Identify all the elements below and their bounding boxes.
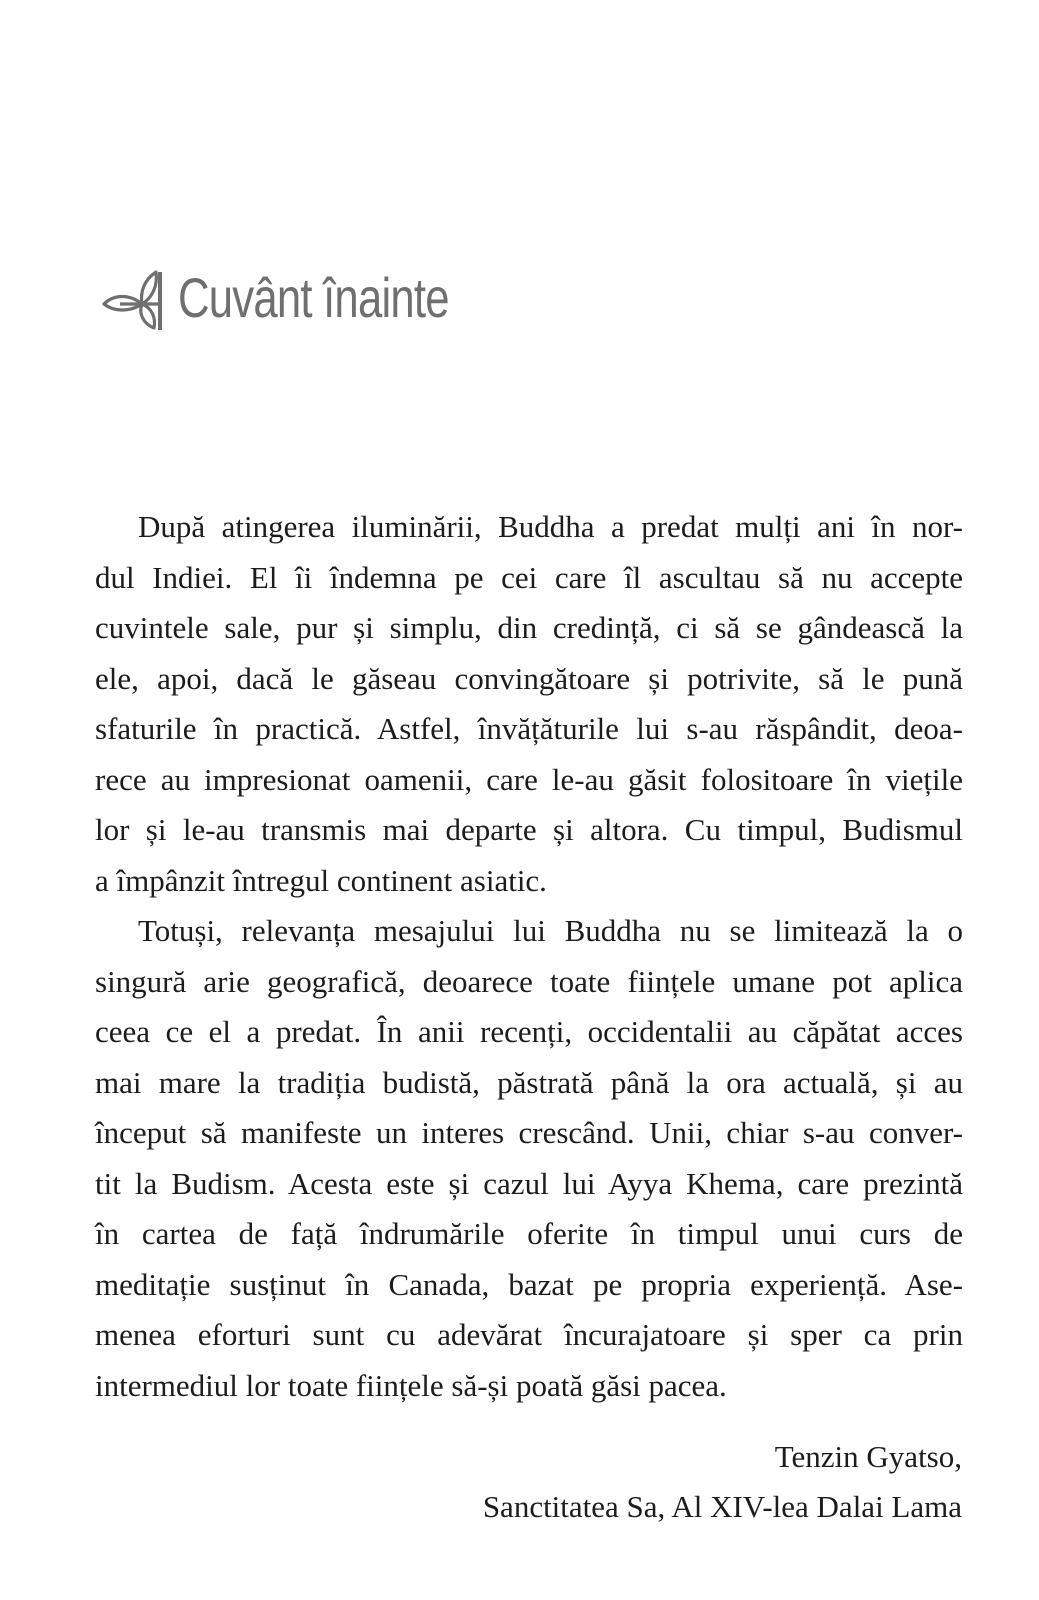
page-title: Cuvânt înainte — [178, 266, 449, 329]
text-line: rece au impresionat oamenii, care le-au găsit folositoare în viețile — [95, 761, 963, 797]
signature-name: Tenzin Gyatso, — [774, 1439, 962, 1474]
text-line: început să manifeste un interes crescând. Unii, chiar s-au conver- — [95, 1115, 963, 1150]
text-line: lor și le-au transmis mai departe și altora. Cu timpul, Budismul — [95, 812, 963, 847]
text-line: meditație susținut în Canada, bazat pe propria experiență. Ase- — [95, 1266, 963, 1302]
text-line: menea eforturi sunt cu adevărat încurajatoare și sper ca prin — [95, 1317, 963, 1352]
foreword-body — [95, 502, 963, 1411]
leaf-sprig-icon — [100, 266, 164, 330]
text-line: a împânzit întregul continent asiatic. — [95, 862, 547, 898]
signature-title: Sanctitatea Sa, Al XIV-lea Dalai Lama — [482, 1489, 962, 1524]
text-line: După atingerea iluminării, Buddha a predat mulți ani în nor- — [138, 509, 963, 544]
text-line: Totuși, relevanța mesajului lui Buddha nu se limitează la o — [138, 913, 963, 948]
text-line: tit la Budism. Acesta este și cazul lui Ayya Khema, care prezintă — [95, 1165, 963, 1201]
text-line: cuvintele sale, pur și simplu, din credință, ci să se gândească la — [95, 610, 963, 645]
chapter-heading — [100, 262, 525, 334]
text-line: mai mare la tradiția budistă, păstrată până la ora actuală, și au — [95, 1064, 963, 1100]
text-line: intermediul lor toate ființele să-și poată găsi pacea. — [95, 1367, 727, 1403]
text-line: ele, apoi, dacă le găseau convingătoare și potrivite, să le pună — [95, 660, 963, 696]
paragraph — [95, 502, 963, 906]
text-line: în cartea de față îndrumările oferite în timpul unui curs de — [95, 1216, 963, 1251]
paragraph — [95, 906, 963, 1411]
text-line: dul Indiei. El îi îndemna pe cei care îl ascultau să nu accepte — [95, 559, 963, 595]
text-line: singură arie geografică, deoarece toate ființele umane pot aplica — [95, 963, 963, 999]
text-line: sfaturile în practică. Astfel, învățăturile lui s-au răspândit, deoa- — [95, 711, 963, 746]
signature — [483, 1432, 962, 1532]
text-line: ceea ce el a predat. În anii recenți, occidentalii au căpătat acces — [95, 1014, 963, 1049]
